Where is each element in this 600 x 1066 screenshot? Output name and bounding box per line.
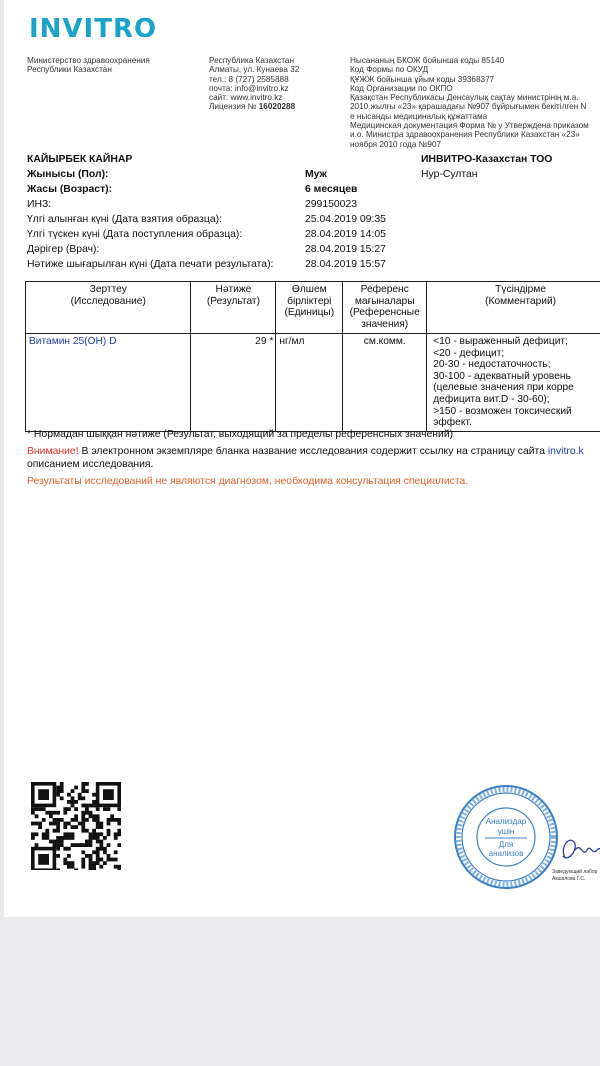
header-units: Өлшем бірліктері (Единицы)	[276, 282, 343, 334]
sample-taken-label: Үлгі алынған күні (Дата взятия образца):	[27, 214, 222, 225]
address-line: Республика Казахстан	[209, 56, 294, 65]
comment-cell	[427, 334, 600, 432]
form-code-line: и.о. Министра здравоохранения Республики Казахстан «23»	[350, 130, 580, 140]
footnote: * Нормадан шыққан нәтиже (Результат, выходящий за пределы референсных значений)	[27, 429, 454, 440]
form-codes-block	[350, 56, 589, 149]
license-number: 16020288	[258, 102, 296, 112]
comment-line: 20-30 - недостаточность;	[433, 359, 551, 371]
website-line: сайт: www.invitro.kz	[209, 93, 283, 103]
inz-label: ИНЗ:	[27, 199, 52, 210]
doctor-value: 28.04.2019 15:27	[305, 244, 386, 255]
stamp-line: Для	[498, 840, 514, 849]
comment-line: (целевые значения при корре	[433, 382, 574, 394]
form-code-line: Код Формы по ОКУД	[350, 65, 429, 75]
form-code-line: Қазақстан Республикасы Денсаулық сақтау министрінің м.а.	[350, 93, 579, 103]
age-label: Жасы (Возраст):	[27, 184, 113, 195]
form-code-line: 2010 жылғы «23» қарашадағы №907 бұйрығымен бекітілген N	[350, 102, 587, 112]
comment-line: 30-100 - адекватный уровень	[433, 370, 571, 382]
qr-code-icon	[31, 782, 121, 870]
inz-value: 299150023	[305, 199, 358, 210]
print-date-label: Нәтиже шығарылған күні (Дата печати результата):	[27, 259, 274, 270]
attention-note-cont: описанием исследования.	[27, 459, 154, 470]
document-sheet	[4, 0, 600, 917]
results-table	[25, 281, 600, 432]
out-of-range-flag: *	[269, 336, 274, 347]
header-result: Нәтиже (Результат)	[191, 282, 276, 334]
form-code-line: ноября 2010 года №907	[350, 139, 442, 149]
invitro-logo: INVITRO	[29, 14, 158, 44]
site-link[interactable]: invitro.k	[547, 446, 584, 457]
form-code-line: ҚҰЖЖ бойынша ұйым коды 39368377	[350, 74, 495, 84]
comment-line: эффект.	[433, 417, 472, 429]
comment-line: <20 - дефицит;	[433, 347, 505, 359]
test-name-link[interactable]: Витамин 25(ОН) D	[26, 334, 191, 432]
print-date-value: 28.04.2019 15:57	[305, 259, 386, 270]
units-value: нг/мл	[276, 334, 343, 432]
comment-line: <10 - выраженный дефицит;	[433, 336, 568, 347]
table-header-row	[26, 282, 600, 334]
sex-label: Жынысы (Пол):	[27, 169, 109, 180]
sample-taken-value: 25.04.2019 09:35	[305, 214, 386, 225]
ministry-line: Министерство здравоохранения	[27, 56, 150, 65]
sex-value: Муж	[305, 169, 327, 180]
phone-line: тел.: 8 (727) 2585888	[209, 74, 289, 84]
stamp-line: үшін	[497, 827, 515, 836]
stamp-line: анализов	[488, 849, 524, 858]
header-comment: Түсіндірме (Комментарий)	[427, 282, 600, 334]
result-number: 29	[255, 336, 267, 347]
table-row	[26, 334, 600, 432]
reference-value: см.комм.	[343, 334, 427, 432]
signature-icon	[557, 828, 600, 868]
header-test: Зерттеу (Исследование)	[26, 282, 191, 334]
ministry-block	[27, 56, 150, 75]
ministry-line: Республики Казахстан	[27, 65, 112, 75]
form-code-line: Код Организации по ОКПО	[350, 83, 453, 93]
form-code-line: е нысанды медициналық құжаттама	[350, 111, 488, 121]
email-line: почта: info@invitro.kz	[209, 83, 289, 93]
comment-line: дефицита вит.D - 30-60);	[433, 393, 550, 405]
disclaimer: Результаты исследований не являются диагнозом, необходима консультация специалиста.	[27, 476, 469, 487]
result-value	[191, 334, 276, 432]
signature-caption: Заведующий лабор Акшалова Г.С.	[552, 869, 598, 882]
form-code-line: Нысананың БКОЖ бойынша коды 85140	[350, 56, 505, 65]
sample-received-label: Үлгі түскен күні (Дата поступления образца):	[27, 229, 243, 240]
age-value: 6 месяцев	[305, 184, 358, 195]
sample-received-value: 28.04.2019 14:05	[305, 229, 386, 240]
header-reference: Референс мағыналары (Референсные значения)	[343, 282, 427, 334]
lab-org-name: ИНВИТРО-Казахстан ТОО	[421, 154, 553, 165]
patient-name: КАЙЫРБЕК КАЙНАР	[27, 154, 133, 165]
attention-label: Внимание!	[27, 446, 79, 457]
address-line: Алматы, ул. Кунаева 32	[209, 65, 300, 75]
lab-city: Нур-Султан	[421, 169, 478, 180]
license-label: Лицензия №	[209, 102, 257, 112]
address-block	[209, 56, 299, 112]
attention-text: В электронном экземпляре бланка название исследования содержит ссылку на страницу сайта	[78, 446, 548, 457]
form-code-line: Медицинская документация Форма № у Утверждена приказом	[350, 121, 589, 131]
doctor-label: Дәрігер (Врач):	[27, 244, 100, 255]
stamp-line: Анализдар	[485, 817, 527, 826]
attention-note	[27, 446, 584, 458]
comment-line: >150 - возможен токсический	[433, 405, 572, 417]
round-seal-icon	[453, 784, 559, 890]
